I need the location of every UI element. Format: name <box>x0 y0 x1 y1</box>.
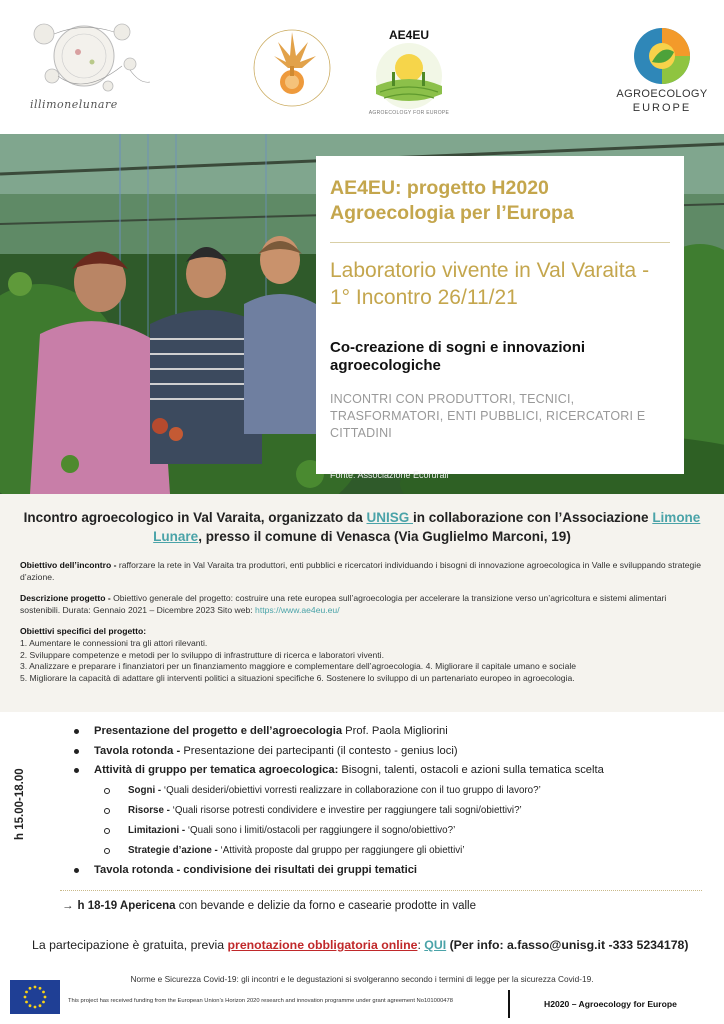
hero-divider <box>330 242 670 243</box>
description-text: Obiettivo generale del progetto: costruire una rete europea sull’agroecologia per accelerare la transizione verso un’agricoltura e sistemi alimentari sostenibili. Durata: Gennaio 2021 – Dicembre 2023 Sito web: <box>20 593 667 615</box>
program-item-title: Tavola rotonda - <box>94 744 184 757</box>
registration-link[interactable]: prenotazione obbligatoria online <box>227 938 418 952</box>
bullet-icon <box>74 729 79 734</box>
limone-lunare-logo <box>22 12 162 122</box>
program-item <box>72 722 712 742</box>
time-label: h 15.00-18.00 <box>14 768 26 840</box>
arrow-right-icon: → <box>62 900 74 912</box>
footer-divider <box>508 990 510 1018</box>
program-item-title: Attività di gruppo per tematica agroecologica: <box>94 764 339 777</box>
hero-subtitle: Laboratorio vivente in Val Varaita - 1° Incontro 26/11/21 <box>330 259 650 309</box>
hero-title-card <box>316 156 684 474</box>
apericena-title: h 18-19 Apericena <box>77 900 176 912</box>
program-final-item: Tavola rotonda - condivisione dei risultati dei gruppi tematici <box>94 863 418 876</box>
program-subitem <box>72 821 712 841</box>
program-section <box>0 712 724 892</box>
unisg-emblem <box>250 16 334 120</box>
eu-flag-icon <box>10 980 60 1014</box>
hero-cocreation-heading: Co-creazione di sogni e innovazioni agroecologiche <box>330 339 586 374</box>
unisg-link[interactable]: UNISG <box>366 510 413 525</box>
bullet-icon <box>74 868 79 873</box>
objective-paragraph <box>20 560 704 583</box>
circle-bullet-icon <box>104 788 110 794</box>
footer-program-label: H2020 – Agroecology for Europe <box>544 999 677 1009</box>
agroecology-europe-logo <box>610 22 714 122</box>
info-heading-part-2: in collaborazione con l’Associazione <box>413 510 653 525</box>
specific-objective-line: 1. Aumentare le connessioni tra gli attori rilevanti. <box>20 637 208 648</box>
program-subitem <box>72 781 712 801</box>
description-label: Descrizione progetto - <box>20 593 114 604</box>
program-item-text: Bisogni, talenti, ostacoli e azioni sulla tematica scelta <box>338 764 604 777</box>
hero-title: AE4EU: progetto H2020 Agroecologia per l’Europa <box>330 177 574 224</box>
participation-line <box>32 938 688 952</box>
participation-text-2: : <box>417 938 425 952</box>
specific-objective-line: 2. Sviluppare competenze e metodi per lo sviluppo di infrastrutture di ricerca e laboratori viventi. <box>20 649 384 660</box>
participation-text-1: La partecipazione è gratuita, previa <box>32 938 228 952</box>
limone-lunare-link[interactable]: Limone Lunare <box>153 510 701 544</box>
program-item <box>72 742 712 762</box>
website-link[interactable]: https://www.ae4eu.eu/ <box>255 604 340 615</box>
ae4eu-logo-title: AE4EU <box>388 28 429 42</box>
limone-lunare-caption: illimonelunare <box>30 98 118 111</box>
circle-bullet-icon <box>104 848 110 854</box>
agroecology-logo-line2: EUROPE <box>632 102 692 114</box>
objective-text: rafforzare la rete in Val Varaita tra produttori, enti pubblici e ricercatori individuando i bisogni di innovazione agroecologica in Valle e sviluppando strategie d’azione. <box>20 560 701 582</box>
program-subitem-title: Sogni - <box>128 784 164 796</box>
participation-contact: (Per info: a.fasso@unisg.it -333 5234178) <box>446 938 689 952</box>
program-item-title: Presentazione del progetto e dell’agroecologia <box>94 725 343 737</box>
bullet-icon <box>74 768 79 773</box>
ae4eu-emblem <box>370 42 448 110</box>
description-paragraph <box>20 593 704 616</box>
program-subitem-title: Limitazioni - <box>128 824 188 836</box>
photo-credit: Fonte: Associazione Ecorurali <box>330 470 449 480</box>
bullet-icon <box>74 749 79 754</box>
covid-note: Norme e Sicurezza Covid-19: gli incontri e le degustazioni si svolgeranno secondo i termini di legge per la sicurezza Covid-19. <box>130 974 594 984</box>
info-heading-part-1: Incontro agroecologico in Val Varaita, organizzato da <box>23 510 367 525</box>
info-heading-part-3: , presso il comune di Venasca (Via Guglielmo Marconi, 19) <box>198 529 571 544</box>
program-item <box>72 761 712 781</box>
hero-meetings-text: INCONTRI CON PRODUTTORI, TECNICI, TRASFORMATORI, ENTI PUBBLICI, RICERCATORI E CITTADINI <box>330 392 646 440</box>
agroecology-europe-emblem <box>632 26 692 86</box>
agroecology-logo-line1: AGROECOLOGY <box>616 88 708 100</box>
program-subitem-text: ‘Quali desideri/obiettivi vorresti realizzare in collaborazione con il tuo gruppo di lavoro?’ <box>163 784 541 796</box>
unisg-logo <box>250 16 334 120</box>
program-item-text: Presentazione dei partecipanti (il contesto - genius loci) <box>183 744 458 757</box>
hero-banner <box>0 134 724 494</box>
specific-objective-line: 5. Migliorare la capacità di adattare gli interventi politici a situazioni specifiche 6. Sostenere lo sviluppo di un partenariato europeo in agroecologia. <box>20 672 575 683</box>
qui-link[interactable]: QUI <box>424 938 447 952</box>
ae4eu-logo <box>366 28 452 124</box>
apericena-text: con bevande e delizie da forno e casearie prodotte in valle <box>175 900 476 912</box>
info-heading <box>20 508 704 546</box>
limone-lunare-emblem <box>22 12 162 98</box>
program-subitem-title: Risorse - <box>128 804 173 816</box>
logo-bar <box>0 0 724 134</box>
objective-label: Obiettivo dell’incontro - <box>20 560 119 570</box>
program-item <box>72 861 712 881</box>
program-subitem-text: ‘Quali risorse potresti condividere e investire per raggiungere tali sogni/obiettivi?’ <box>172 804 522 816</box>
circle-bullet-icon <box>104 808 110 814</box>
ae4eu-logo-subtitle: AGROECOLOGY FOR EUROPE <box>368 110 450 116</box>
specific-objective-line: 3. Analizzare e preparare i finanziatori per un finanziamento maggiore e complementare dell’agroecologia. 4. Migliorare il capitale umano e sociale <box>20 661 577 672</box>
program-subitem-title: Strategie d’azione - <box>128 844 221 856</box>
program-list <box>72 722 712 880</box>
specific-objectives-paragraph <box>20 626 704 684</box>
program-subitem-text: ‘Quali sono i limiti/ostacoli per raggiungere il sogno/obiettivo?’ <box>187 824 456 836</box>
program-subitem-text: ‘Attività proposte dal gruppo per raggiungere gli obiettivi’ <box>220 844 465 856</box>
program-subitem <box>72 841 712 861</box>
program-subitem <box>72 801 712 821</box>
info-section <box>0 494 724 712</box>
specific-objectives-label: Obiettivi specifici del progetto: <box>20 626 147 637</box>
dotted-divider <box>60 890 702 891</box>
circle-bullet-icon <box>104 828 110 834</box>
program-item-text: Prof. Paola Migliorini <box>342 725 448 737</box>
apericena-line <box>62 900 476 912</box>
funding-statement: This project has received funding from the European Union’s Horizon 2020 research and innovation programme under grant agreement No101000478 <box>68 998 453 1004</box>
